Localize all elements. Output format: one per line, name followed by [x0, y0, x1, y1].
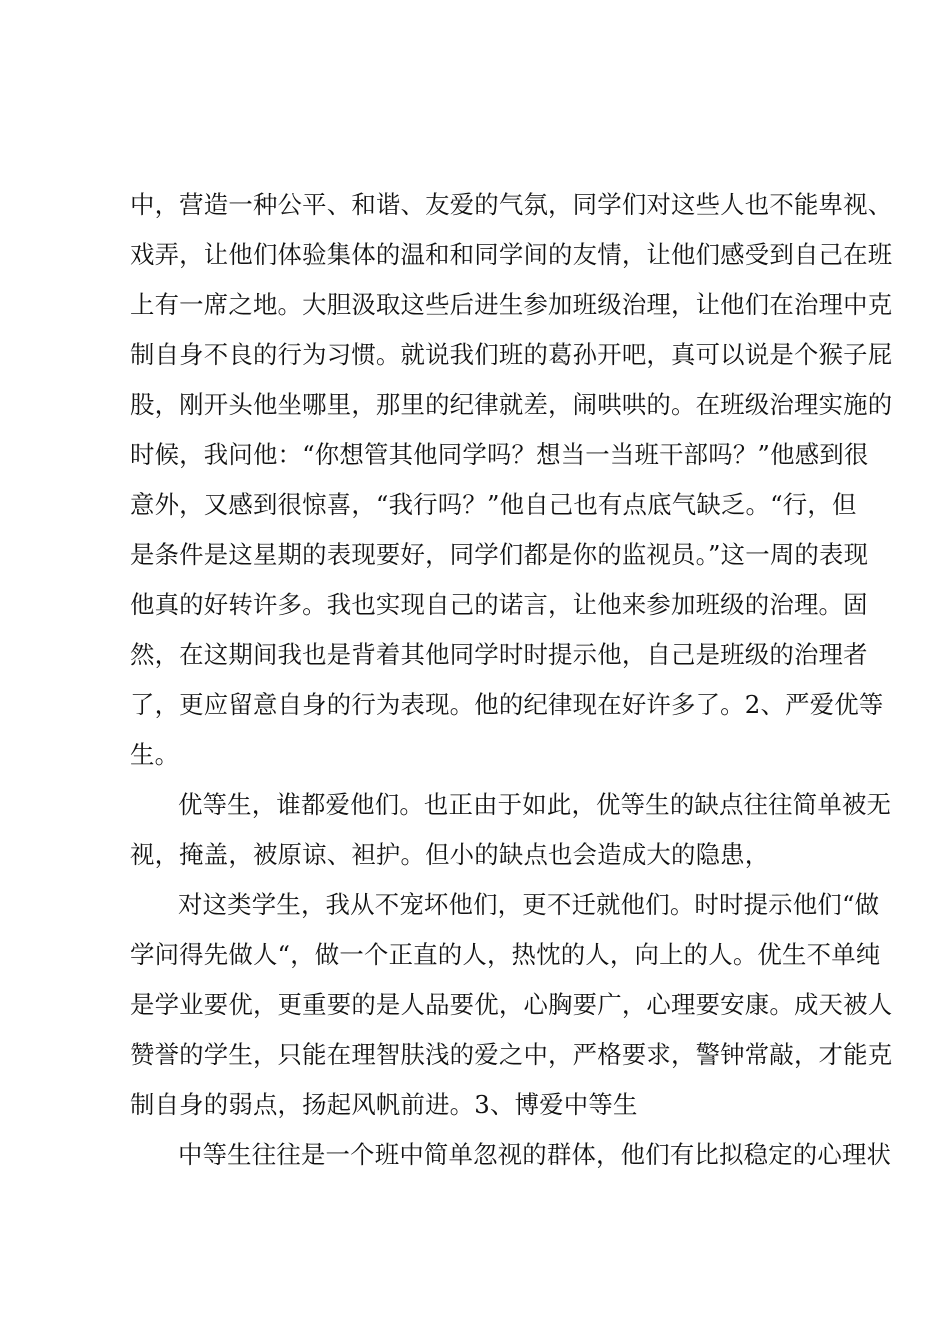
text-line: 然，在这期间我也是背着其他同学时时提示他，自己是班级的治理者 — [130, 640, 868, 669]
text-line: 他真的好转许多。我也实现自己的诺言，让他来参加班级的治理。固 — [130, 590, 868, 619]
text-line: 意外，又感到很惊喜，“我行吗？”他自己也有点底气缺乏。“行，但 — [130, 490, 857, 519]
text-line: 是学业要优，更重要的是人品要优，心胸要广，心理要安康。成天被人 — [130, 990, 893, 1019]
text-line: 视，掩盖，被原谅、袒护。但小的缺点也会造成大的隐患， — [130, 840, 770, 869]
text-line: 赞誉的学生，只能在理智肤浅的爱之中，严格要求，警钟常敲，才能克 — [130, 1040, 893, 1069]
text-line: 时候，我问他：“你想管其他同学吗？想当一当班干部吗？”他感到很 — [130, 440, 869, 469]
text-line: 了，更应留意自身的行为表现。他的纪律现在好许多了。2、严爱优等 — [130, 690, 884, 719]
text-line: 中等生往往是一个班中简单忽视的群体，他们有比拟稳定的心理状 — [178, 1140, 892, 1169]
text-line: 对这类学生，我从不宠坏他们，更不迁就他们。时时提示他们“做 — [178, 890, 880, 919]
text-line: 中，营造一种公平、和谐、友爱的气氛，同学们对这些人也不能卑视、 — [130, 190, 893, 219]
text-line: 戏弄，让他们体验集体的温和和同学间的友情，让他们感受到自己在班 — [130, 240, 893, 269]
text-line: 优等生，谁都爱他们。也正由于如此，优等生的缺点往往简单被无 — [178, 790, 892, 819]
text-line: 股，刚开头他坐哪里，那里的纪律就差，闹哄哄的。在班级治理实施的 — [130, 390, 893, 419]
text-line: 是条件是这星期的表现要好，同学们都是你的监视员。”这一周的表现 — [130, 540, 869, 569]
text-line: 学问得先做人“，做一个正直的人，热忱的人，向上的人。优生不单纯 — [130, 940, 881, 969]
body-text — [130, 180, 893, 1180]
text-line: 制自身不良的行为习惯。就说我们班的葛孙开吧，真可以说是个猴子屁 — [130, 340, 893, 369]
text-line: 上有一席之地。大胆汲取这些后进生参加班级治理，让他们在治理中克 — [130, 290, 893, 319]
text-line: 制自身的弱点，扬起风帆前进。3、博爱中等生 — [130, 1090, 638, 1119]
text-line: 生。 — [130, 740, 180, 769]
